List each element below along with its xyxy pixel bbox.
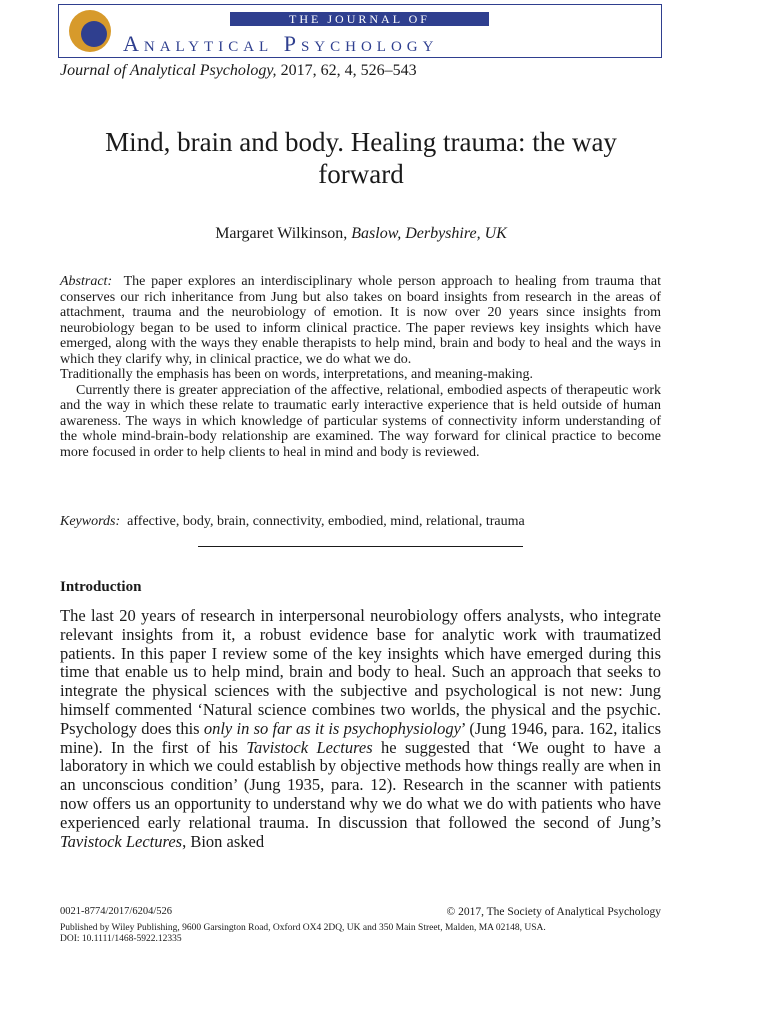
journal-masthead xyxy=(58,4,662,58)
publisher-address: Published by Wiley Publishing, 9600 Garsington Road, Oxford OX4 2DQ, UK and 350 Main Street, Malden, MA 02148, USA. xyxy=(60,923,546,933)
introduction-paragraph xyxy=(60,607,661,851)
keywords xyxy=(60,514,661,530)
article-title: Mind, brain and body. Healing trauma: the way forward xyxy=(105,127,617,189)
abstract-label: Abstract: xyxy=(60,274,113,289)
intro-italic-title: Tavistock Lectures xyxy=(246,737,373,757)
author-name: Margaret Wilkinson, xyxy=(215,225,352,242)
section-divider xyxy=(198,546,523,547)
section-heading: Introduction xyxy=(60,579,142,595)
abstract-paragraph-1: The paper explores an interdisciplinary whole person approach to healing from trauma that conserves our rich inheritance from Jung but also takes on board insights from research in the areas of attachment, trauma and the neurobiology of emotion. It is now over 20 years since insights from neurobiology began to be used to inform clinical practice. The paper reviews key insights which have emerged, along with the ways they enable therapists to help mind, brain and body to heal and the ways in which they clarify why, in clinical practice, we do what we do. xyxy=(60,274,662,367)
intro-italic-title: Tavistock Lectures xyxy=(60,831,183,851)
footer-code: 0021-8774/2017/6204/526 xyxy=(60,906,172,917)
footer-publisher xyxy=(60,923,546,945)
abstract-paragraph-3: Currently there is greater appreciation of the affective, relational, embodied aspects of therapeutic work and the way in which these relate to traumatic early interactive experience that is held outside of human awareness. The ways in which knowledge of particular systems of connectivity inform understanding of the whole mind-brain-body relationship are examined. The way forward for clinical practice to become more focused in order to help clients to heal in mind and body is reviewed. xyxy=(60,382,661,460)
intro-text: ’ (Jung 1946, para. 162, italics mine). In the first of his xyxy=(60,718,662,757)
author-line xyxy=(60,225,662,243)
journal-name: Analytical Psychology xyxy=(123,31,439,56)
intro-text: The last 20 years of research in interpersonal neurobiology offers analysts, who integrate relevant insights from it, a robust evidence base for analytic work with traumatized patients. In this paper I review some of the key insights which have emerged during this time that enable us to help mind, brain and body to heal. Such an approach that seeks to integrate the physical sciences with the subjective and psychological is not new: Jung himself commented ‘Natural science combines two worlds, the physical and the psychic. Psychology does this xyxy=(60,606,661,738)
citation-details: 2017, 62, 4, 526–543 xyxy=(276,62,417,79)
journal-of-banner: THE JOURNAL OF xyxy=(230,12,489,26)
keywords-label: Keywords: xyxy=(60,514,121,529)
intro-text: he suggested that ‘We ought to have a laboratory in which we could establish by objective methods how things really are when in an unconscious condition’ (Jung 1935, para. 12). Research in the scanner with patients now offers us an opportunity to understand why we do what we do with patients who have experienced early relational trauma. In discussion that followed the second of Jung’s xyxy=(60,737,661,832)
abstract xyxy=(60,274,661,460)
journal-logo-icon xyxy=(69,10,111,52)
doi: DOI: 10.1111/1468-5922.12335 xyxy=(60,934,182,944)
keywords-list: affective, body, brain, connectivity, embodied, mind, relational, trauma xyxy=(127,514,525,529)
author-affiliation: Baslow, Derbyshire, UK xyxy=(351,225,507,242)
intro-text: , Bion asked xyxy=(182,831,265,851)
intro-italic-quote: only in so far as it is psychophysiology xyxy=(203,718,461,738)
abstract-paragraph-2: Traditionally the emphasis has been on words, interpretations, and meaning-making. xyxy=(60,367,534,382)
citation-line xyxy=(60,62,417,80)
footer-copyright: © 2017, The Society of Analytical Psychology xyxy=(446,906,661,918)
citation-journal: Journal of Analytical Psychology, xyxy=(60,62,277,79)
